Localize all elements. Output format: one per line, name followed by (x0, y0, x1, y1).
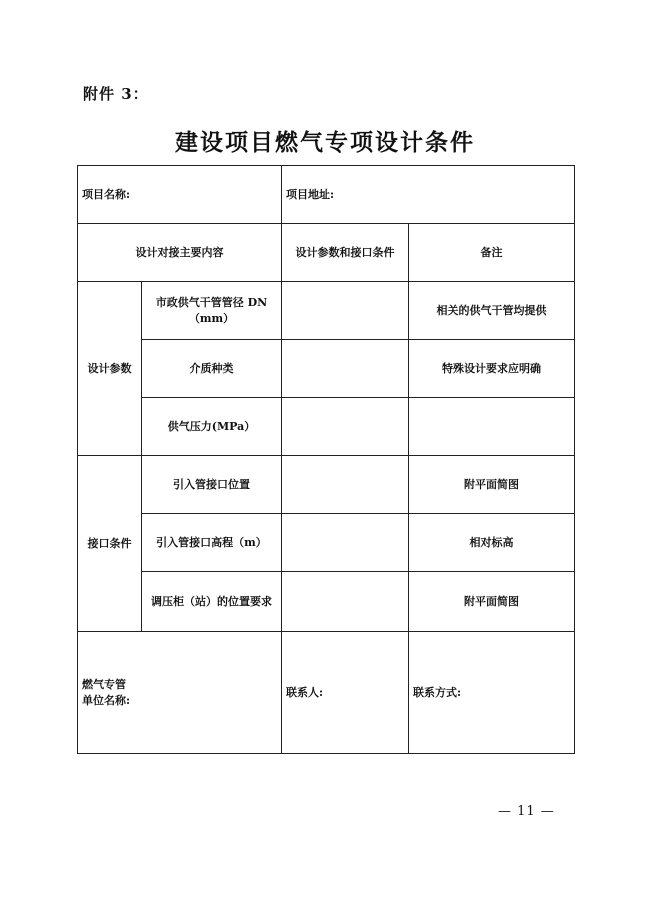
supply-pressure-remark (409, 398, 575, 456)
inlet-position-value[interactable] (282, 456, 409, 514)
table-row (78, 340, 575, 398)
medium-type-value[interactable] (282, 340, 409, 398)
page-number: — 11 — (498, 804, 555, 819)
table-row-project-info (78, 166, 575, 224)
pipe-diameter-value[interactable] (282, 282, 409, 340)
header-remark: 备注 (409, 224, 575, 282)
table-row (78, 456, 575, 514)
inlet-position-remark: 附平面简图 (409, 456, 575, 514)
regulator-position-remark: 附平面简图 (409, 572, 575, 632)
gas-unit-label-line1: 燃气专管 (82, 677, 126, 691)
inlet-elevation-remark: 相对标高 (409, 514, 575, 572)
gas-unit-label-line2: 单位名称: (82, 693, 131, 707)
table-row (78, 572, 575, 632)
document-title: 建设项目燃气专项设计条件 (175, 129, 475, 156)
project-name-label: 项目名称: (78, 166, 282, 224)
header-params-interface: 设计参数和接口条件 (282, 224, 409, 282)
table-row-footer (78, 632, 575, 754)
header-design-content: 设计对接主要内容 (78, 224, 282, 282)
gas-unit-name-cell (78, 632, 282, 754)
medium-type-remark: 特殊设计要求应明确 (409, 340, 575, 398)
medium-type-label: 介质种类 (142, 340, 282, 398)
regulator-position-value[interactable] (282, 572, 409, 632)
regulator-position-label: 调压柜（站）的位置要求 (142, 572, 282, 632)
supply-pressure-label: 供气压力(MPa） (142, 398, 282, 456)
attachment-label: 附件 3： (83, 85, 149, 103)
table-row (78, 282, 575, 340)
supply-pressure-value[interactable] (282, 398, 409, 456)
contact-person-label: 联系人: (282, 632, 409, 754)
table-row (78, 514, 575, 572)
inlet-position-label: 引入管接口位置 (142, 456, 282, 514)
design-params-group-label: 设计参数 (78, 282, 142, 456)
table-header-row (78, 224, 575, 282)
interface-group-label: 接口条件 (78, 456, 142, 632)
design-conditions-table (77, 165, 575, 754)
pipe-diameter-remark: 相关的供气干管均提供 (409, 282, 575, 340)
inlet-elevation-value[interactable] (282, 514, 409, 572)
contact-method-label: 联系方式: (409, 632, 575, 754)
inlet-elevation-label: 引入管接口高程（m） (142, 514, 282, 572)
table-row (78, 398, 575, 456)
pipe-diameter-label: 市政供气干管管径 DN（mm） (142, 282, 282, 340)
project-address-label: 项目地址: (282, 166, 575, 224)
